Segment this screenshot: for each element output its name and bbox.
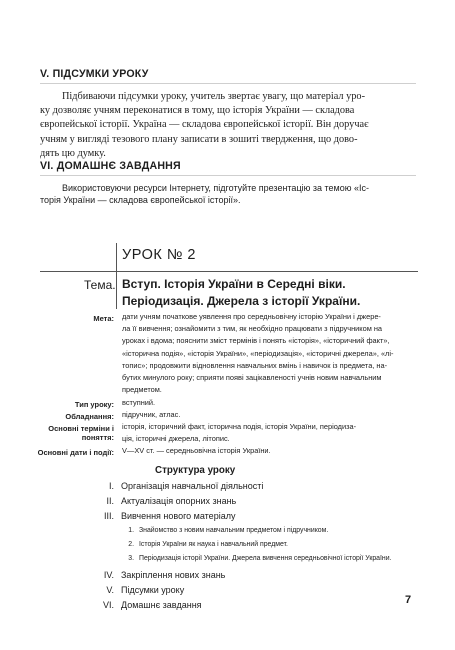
structure-item-number: III. [103,511,114,521]
dates-value: V—XV ст. — середньовічна історія України. [122,446,271,455]
lesson-title: УРОК № 2 [122,247,196,263]
structure-item-number: II. [106,496,114,506]
dates-label: Основні дати і події: [37,448,114,457]
structure-item: Вивчення нового матеріалу [121,511,236,521]
structure-subitem-number: 3. [128,555,134,562]
lesson-type-label: Тип уроку: [74,400,114,409]
structure-subitem: Знайомство з новим навчальним предметом і підручником. [139,527,329,534]
equipment-label: Обладнання: [65,412,114,421]
structure-item: Організація навчальної діяльності [121,481,264,491]
topic-title: Вступ. Історія України в Середні віки. Періодизація. Джерела з історії України. [122,277,361,308]
structure-item-number: IV. [103,570,114,580]
structure-item-number: V. [106,585,114,595]
section-divider [40,175,416,176]
terms-value: історія, історичний факт, історична подія, історія України, періодиза- ція, історичні джерела, літопис. [122,422,357,444]
structure-item-number: I. [108,481,114,491]
lesson-type-value: вступний. [122,398,156,407]
section-heading-homework: VI. ДОМАШНЄ ЗАВДАННЯ [40,160,181,172]
equipment-value: підручник, атлас. [122,410,181,419]
topic-label: Тема. [84,278,116,292]
section-heading-summary: V. ПІДСУМКИ УРОКУ [40,68,149,80]
structure-subitem-number: 1. [128,527,134,534]
structure-item-number: VI. [102,600,114,610]
homework-paragraph: Використовуючи ресурси Інтернету, підготуйте презентацію за темою «Іс- торія України — складова європейської історії». [40,183,369,206]
structure-item: Підсумки уроку [121,585,185,595]
structure-item: Закріплення нових знань [121,570,226,580]
structure-item: Домашнє завдання [121,600,202,610]
structure-item: Актуалізація опорних знань [121,496,237,506]
terms-label: Основні терміни і поняття: [48,424,114,442]
section-divider [40,83,416,84]
structure-title: Структура уроку [155,465,236,476]
structure-subitem: Історія України як наука і навчальний предмет. [139,541,288,548]
page-number: 7 [405,594,412,606]
lesson-vertical-rule [116,243,117,309]
structure-subitem-number: 2. [128,541,134,548]
lesson-horizontal-rule [40,271,418,272]
summary-paragraph: Підбиваючи підсумки уроку, учитель звертає увагу, що матеріал уро- ку дозволяє учням переконатися в тому, що історія України — складова європейської історії. Україна — складова європейської історії. Він доручає учням у вигляді тезового плану записати в зошиті твердження, що дово- дять цю думку. [40,91,369,159]
goal-label: Мета: [93,314,114,323]
goal-text: дати учням початкове уявлення про середньовічну історію України і джере- ла її вивчення; ознайомити з тим, як необхідно працювати з підручником на уроках і вдома; пояснити зміст термінів і понять «історія», «історичний факт», «історична подія», «історія України», «періодизація», «історичні джерела», «лі- топис»; продовжити відновлення навчальних вмінь і навичок із предмета, на- бутих минулого року; сприяти появі зацікавленості учнів новим навчальним предметом. [122,312,394,395]
structure-subitem: Періодизація історії України. Джерела вивчення середньовічної історії України. [139,555,392,562]
